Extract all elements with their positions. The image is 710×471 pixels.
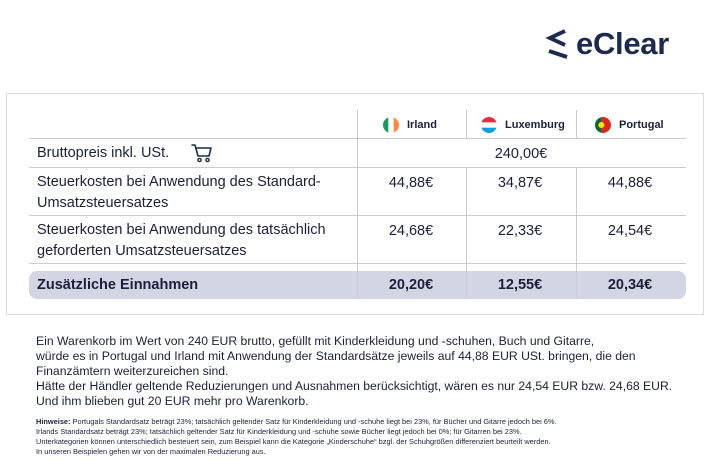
footnote-line: Irlands Standardsatz beträgt 23%; tatsächlich geltender Satz für Kinderkleidung und -schuhe sowie Bücher liegt jedoch bei 0%; für Gitarren bei 23%. [36,427,522,436]
value-portugal: 24,54€ [607,223,653,239]
ireland-flag-icon [383,117,399,133]
value-luxemburg: 22,33€ [497,223,543,239]
description-line: würde es in Portugal und Irland mit Anwendung der Standardsätze jeweils auf 44,88 EUR USt. bringen, die den [36,349,636,363]
description-line: Hätte der Händler geltende Reduzierungen und Ausnahmen berücksichtigt, wären es nur 24,54 EUR bzw. 24,68 EUR. [36,379,673,393]
description-line: Und ihm blieben gut 20 EUR mehr pro Warenkorb. [36,394,309,408]
description-text [36,334,676,409]
row-label-line-1: Steuerkosten bei Anwendung des Standard- [37,174,321,190]
column-divider-1 [357,110,358,299]
value-irland: 44,88€ [388,175,434,191]
footnote-text: Portugals Standardsatz beträgt 23%; tatsächlich geltender Satz für Kinderkleidung und -schuhe liegt bei 23%, für Bücher und Gitarre jedoch bei 6%. [70,417,557,426]
total-label: Zusätzliche Einnahmen [37,277,199,293]
total-value-portugal: 20,34€ [607,277,653,293]
country-name: Irland [407,119,437,131]
notes-heading: Hinweise: [36,417,71,426]
country-name: Luxemburg [505,119,565,131]
country-header-irland [383,117,437,133]
row-label-line-2: Umsatzsteuersatzes [37,195,169,211]
row-label: Bruttopreis inkl. USt. [37,145,170,161]
column-divider-2-header [466,110,467,139]
luxembourg-flag-icon [481,117,497,133]
merged-value: 240,00€ [494,146,548,162]
row-label-line-1: Steuerkosten bei Anwendung des tatsächlich [37,222,326,238]
column-divider-3-header [576,110,577,139]
country-header-luxemburg [481,117,565,133]
total-value-luxemburg: 12,55€ [497,277,543,293]
portugal-flag-icon [595,117,611,133]
description-line: Ein Warenkorb im Wert von 240 EUR brutto, gefüllt mit Kinderkleidung und -schuhen, Buch und Gitarre, [36,334,595,348]
country-name: Portugal [619,119,664,131]
eclear-logo-icon [545,28,571,60]
footnote-line [36,417,696,427]
footnote-line: In unseren Beispielen gehen wir von der maximalen Reduzierung aus. [36,447,266,456]
footnote-line: Unterkategorien können unterschiedlich besteuert sein, zum Beispiel kann die Kategorie „Kinderschuhe“ bzgl. der Schuhgrößen differenziert beurteilt werden. [36,437,551,446]
country-header-portugal [595,117,664,133]
column-divider-3 [576,167,577,299]
value-portugal: 44,88€ [607,175,653,191]
total-value-irland: 20,20€ [388,277,434,293]
description-line: Finanzämtern weiterzureichen sind. [36,364,229,378]
brand-name: eClear [576,26,669,61]
eclear-logo [545,26,669,62]
shopping-cart-icon [191,143,213,168]
column-divider-2 [466,167,467,299]
footnotes [36,417,696,457]
value-luxemburg: 34,87€ [497,175,543,191]
value-irland: 24,68€ [388,223,434,239]
row-label-line-2: geforderten Umsatzsteuersatzes [37,243,247,259]
